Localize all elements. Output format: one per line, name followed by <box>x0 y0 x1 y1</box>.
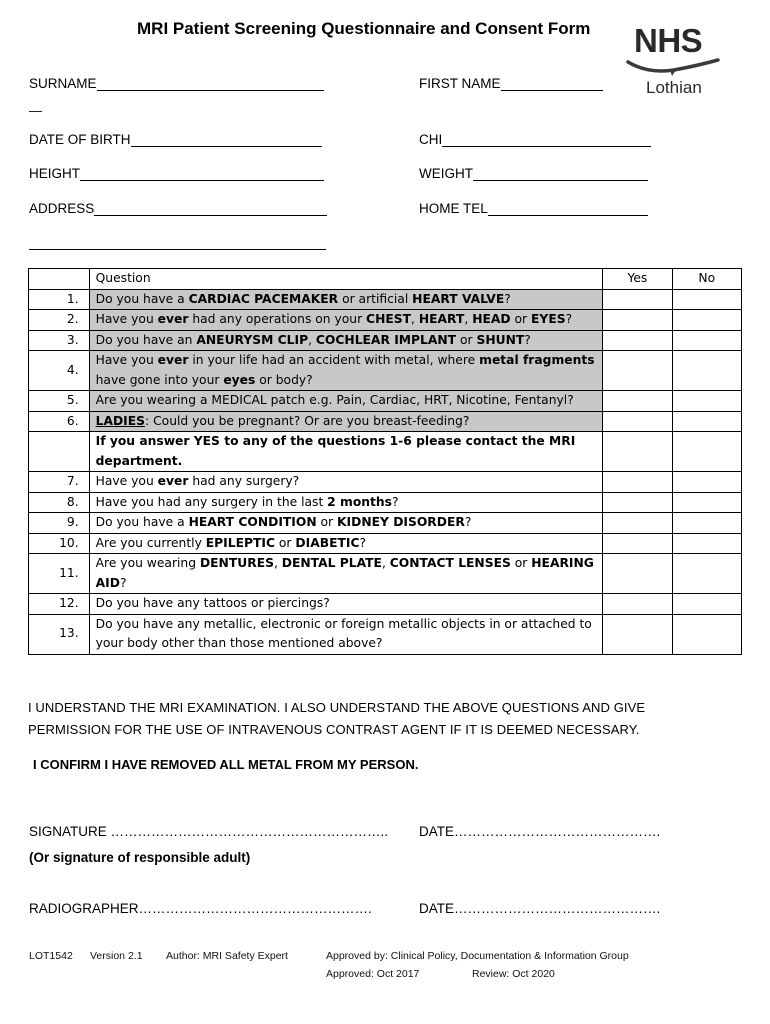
answer-no-cell[interactable] <box>672 492 741 513</box>
height-label: HEIGHT <box>29 166 81 181</box>
screening-questions-table <box>28 268 742 655</box>
first-name-label: FIRST NAME <box>419 76 501 91</box>
answer-no-cell[interactable] <box>672 533 741 554</box>
question-text: Do you have a HEART CONDITION or KIDNEY DISORDER? <box>89 513 603 534</box>
question-number: 10. <box>29 533 90 554</box>
answer-yes-cell[interactable] <box>603 330 672 351</box>
home-tel-label: HOME TEL <box>419 201 488 216</box>
weight-line <box>473 166 648 181</box>
answer-no-cell[interactable] <box>672 330 741 351</box>
question-number: 8. <box>29 492 90 513</box>
answer-no-cell[interactable] <box>672 432 741 472</box>
question-text: Have you ever had any surgery? <box>89 472 603 493</box>
answer-no-cell[interactable] <box>672 289 741 310</box>
question-number: 4. <box>29 351 90 391</box>
address-field[interactable] <box>29 201 327 216</box>
footer-approved-by: Approved by: Clinical Policy, Documentation & Information Group <box>326 950 629 962</box>
address-second-line[interactable] <box>29 249 326 250</box>
answer-no-cell[interactable] <box>672 351 741 391</box>
date-of-birth-label: DATE OF BIRTH <box>29 132 131 147</box>
question-row <box>29 330 742 351</box>
header-question: Question <box>89 269 603 290</box>
answer-no-cell[interactable] <box>672 513 741 534</box>
weight-label: WEIGHT <box>419 166 473 181</box>
surname-label: SURNAME <box>29 76 97 91</box>
first-name-field[interactable] <box>419 76 603 91</box>
question-number: 11. <box>29 554 90 594</box>
question-text: Are you wearing a MEDICAL patch e.g. Pain, Cardiac, HRT, Nicotine, Fentanyl? <box>89 391 603 412</box>
address-label: ADDRESS <box>29 201 95 216</box>
metal-removal-confirmation: I CONFIRM I HAVE REMOVED ALL METAL FROM MY PERSON. <box>33 757 419 772</box>
form-title: MRI Patient Screening Questionnaire and Consent Form <box>137 19 591 38</box>
question-number: 12. <box>29 594 90 615</box>
question-text: Do you have any tattoos or piercings? <box>89 594 603 615</box>
signature-field[interactable]: SIGNATURE …………………………………………………….. <box>29 824 389 839</box>
question-row <box>29 594 742 615</box>
question-number: 3. <box>29 330 90 351</box>
answer-yes-cell[interactable] <box>603 351 672 391</box>
answer-no-cell[interactable] <box>672 554 741 594</box>
question-text: Have you had any surgery in the last 2 months? <box>89 492 603 513</box>
footer-version: Version 2.1 <box>90 950 143 962</box>
header-num-cell <box>29 269 90 290</box>
question-text: Do you have a CARDIAC PACEMAKER or artificial HEART VALVE? <box>89 289 603 310</box>
question-number: 5. <box>29 391 90 412</box>
footer-code: LOT1542 <box>29 950 73 962</box>
answer-no-cell[interactable] <box>672 472 741 493</box>
surname-line <box>97 76 324 91</box>
chi-label: CHI <box>419 132 443 147</box>
signature-date-field[interactable]: DATE………………………………………. <box>419 824 661 839</box>
question-text: LADIES: Could you be pregnant? Or are you breast-feeding? <box>89 411 603 432</box>
question-number: 9. <box>29 513 90 534</box>
answer-yes-cell[interactable] <box>603 554 672 594</box>
question-row <box>29 351 742 391</box>
consent-statement: I UNDERSTAND THE MRI EXAMINATION. I ALSO UNDERSTAND THE ABOVE QUESTIONS AND GIVE PERMISSION FOR THE USE OF INTRAVENOUS CONTRAST AGENT IF IT IS DEEMED NECESSARY. <box>28 700 646 737</box>
answer-yes-cell[interactable] <box>603 432 672 472</box>
answer-yes-cell[interactable] <box>603 492 672 513</box>
nhs-lothian-logo <box>626 22 722 100</box>
answer-yes-cell[interactable] <box>603 533 672 554</box>
confirm-text: I CONFIRM I HAVE REMOVED ALL METAL FROM MY PERSON <box>33 757 415 772</box>
question-text: Do you have any metallic, electronic or foreign metallic objects in or attached to your body other than those mentioned above? <box>89 614 603 654</box>
answer-yes-cell[interactable] <box>603 411 672 432</box>
question-row <box>29 310 742 331</box>
logo-nhs-text: NHS <box>634 22 703 59</box>
answer-yes-cell[interactable] <box>603 614 672 654</box>
chi-field[interactable] <box>419 132 651 147</box>
home-tel-field[interactable] <box>419 201 648 216</box>
answer-yes-cell[interactable] <box>603 472 672 493</box>
answer-yes-cell[interactable] <box>603 391 672 412</box>
chi-line <box>442 132 651 147</box>
header-no: No <box>672 269 741 290</box>
question-row <box>29 614 742 654</box>
question-number: 7. <box>29 472 90 493</box>
question-text: Do you have an ANEURYSM CLIP, COCHLEAR IMPLANT or SHUNT? <box>89 330 603 351</box>
answer-no-cell[interactable] <box>672 614 741 654</box>
question-text: Have you ever had any operations on your CHEST, HEART, HEAD or EYES? <box>89 310 603 331</box>
question-row <box>29 472 742 493</box>
question-text: Are you wearing DENTURES, DENTAL PLATE, CONTACT LENSES or HEARING AID? <box>89 554 603 594</box>
answer-yes-cell[interactable] <box>603 289 672 310</box>
question-row <box>29 513 742 534</box>
radiographer-field[interactable]: RADIOGRAPHER……………………………………………. <box>29 901 372 916</box>
height-line <box>80 166 324 181</box>
height-field[interactable] <box>29 166 324 181</box>
question-number: 2. <box>29 310 90 331</box>
logo-region-text: Lothian <box>646 78 702 97</box>
responsible-adult-note: (Or signature of responsible adult) <box>29 850 251 865</box>
surname-overflow-line: — <box>29 103 42 118</box>
question-row <box>29 391 742 412</box>
question-row <box>29 432 742 472</box>
answer-yes-cell[interactable] <box>603 513 672 534</box>
question-number: 13. <box>29 614 90 654</box>
date-of-birth-line <box>131 132 322 147</box>
question-text: Have you ever in your life had an accident with metal, where metal fragments have gone into your eyes or body? <box>89 351 603 391</box>
question-row <box>29 289 742 310</box>
address-line <box>94 201 327 216</box>
first-name-line <box>501 76 603 91</box>
answer-no-cell[interactable] <box>672 411 741 432</box>
table-header-row <box>29 269 742 290</box>
weight-field[interactable] <box>419 166 648 181</box>
question-text: Are you currently EPILEPTIC or DIABETIC? <box>89 533 603 554</box>
date-of-birth-field[interactable] <box>29 132 322 147</box>
question-text: If you answer YES to any of the questions 1-6 please contact the MRI department. <box>89 432 603 472</box>
footer-approved-date: Approved: Oct 2017 <box>326 968 420 980</box>
answer-no-cell[interactable] <box>672 594 741 615</box>
answer-yes-cell[interactable] <box>603 594 672 615</box>
answer-no-cell[interactable] <box>672 310 741 331</box>
logo-thistle-swoosh-icon <box>626 58 722 80</box>
question-row <box>29 533 742 554</box>
footer-author: Author: MRI Safety Expert <box>166 950 288 962</box>
header-yes: Yes <box>603 269 672 290</box>
answer-no-cell[interactable] <box>672 391 741 412</box>
footer-review-date: Review: Oct 2020 <box>472 968 555 980</box>
question-row <box>29 554 742 594</box>
question-number: 6. <box>29 411 90 432</box>
question-row <box>29 492 742 513</box>
surname-field[interactable] <box>29 76 324 91</box>
answer-yes-cell[interactable] <box>603 310 672 331</box>
question-number <box>29 432 90 472</box>
question-row <box>29 411 742 432</box>
radiographer-date-field[interactable]: DATE………………………………………. <box>419 901 661 916</box>
home-tel-line <box>488 201 648 216</box>
question-number: 1. <box>29 289 90 310</box>
